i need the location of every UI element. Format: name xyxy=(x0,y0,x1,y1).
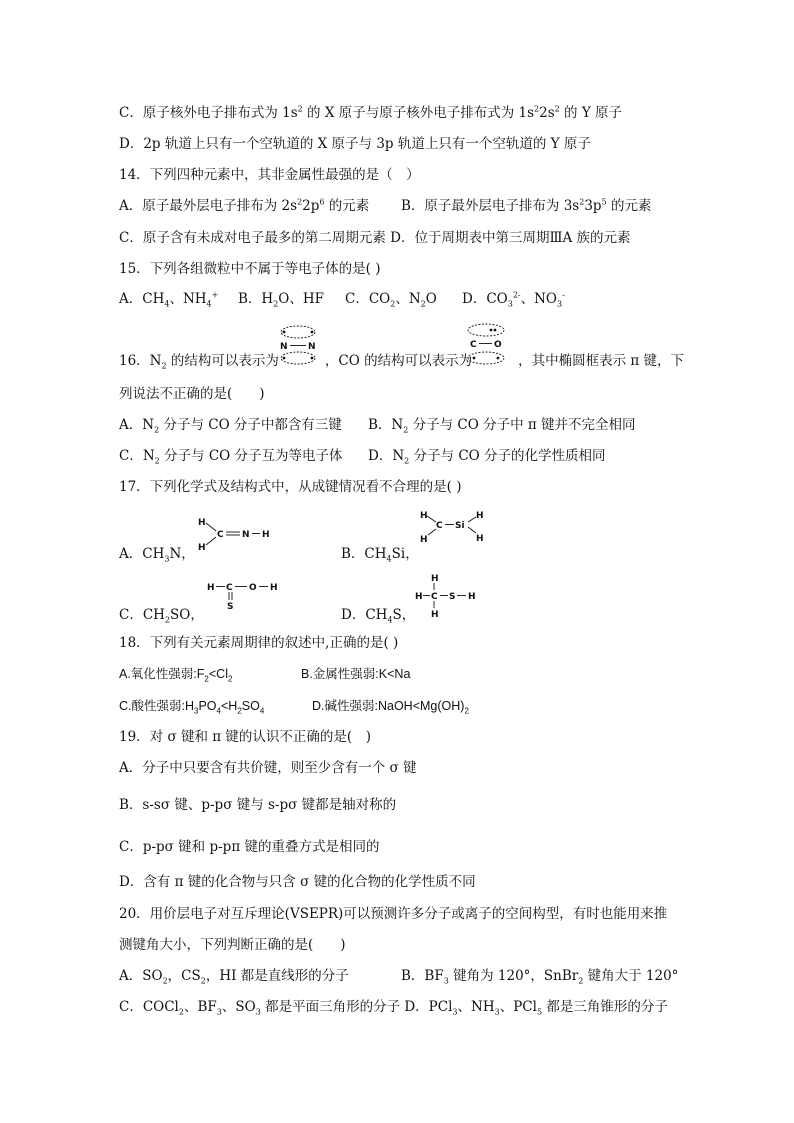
q17-option-b: B．$CH_4Si$， xyxy=(341,546,419,564)
q17-structure-b xyxy=(418,508,492,544)
svg-text:C: C xyxy=(217,530,224,540)
svg-text:H: H xyxy=(420,511,428,521)
q20-stem-line1: 20．用价层电子对互斥理论(VSEPR)可以预测许多分子或离子的空间构型，有时也能用来推 xyxy=(119,906,668,922)
n2-structure-diagram xyxy=(276,324,320,366)
q20-stem-line2: 测键角大小，下列判断正确的是( ) xyxy=(119,937,346,953)
svg-text:C: C xyxy=(436,521,443,531)
q13-option-d: D．2p 轨道上只有一个空轨道的 X 原子与 3p 轨道上只有一个空轨道的 Y 原子 xyxy=(119,136,591,152)
svg-text:S: S xyxy=(449,592,456,602)
q18-stem: 18．下列有关元素周期律的叙述中,正确的是( ) xyxy=(119,635,399,651)
q15-option-d: D．$CO_3^{2-}$、$NO_3^-$ xyxy=(462,290,565,309)
q14-option-c-d: C．原子含有未成对电子最多的第二周期元素 D．位于周期表中第三周期ⅢA 族的元素 xyxy=(119,230,631,246)
q19-option-d: D．含有 π 键的化合物与只含 σ 键的化合物的化学性质不同 xyxy=(119,874,476,890)
q19-option-a: A．分子中只要含有共价键，则至少含有一个 σ 键 xyxy=(119,760,417,776)
svg-text:Si: Si xyxy=(455,521,465,531)
svg-text:H: H xyxy=(198,518,206,528)
q18-option-b: B.金属性强弱:K<Na xyxy=(301,667,411,681)
svg-text:H: H xyxy=(476,534,484,544)
svg-text:N: N xyxy=(242,530,250,540)
q13-option-c: C．原子核外电子排布式为 $1s^2$ 的 X 原子与原子核外电子排布式为 $1s^22s^2$ 的 Y 原子 xyxy=(119,104,623,121)
svg-text:H: H xyxy=(262,530,270,540)
co-structure-diagram xyxy=(464,322,508,366)
n2-atom-left: N xyxy=(280,342,288,352)
n2-atom-right: N xyxy=(308,342,316,352)
svg-text:H: H xyxy=(468,592,476,602)
svg-text:H: H xyxy=(420,535,428,545)
q17-option-a: A．$CH_3N$， xyxy=(119,546,195,564)
q17-option-c: C．$CH_2SO$， xyxy=(119,607,204,625)
q19-stem: 19．对 σ 键和 π 键的认识不正确的是( ) xyxy=(119,729,371,745)
q18-option-a: A.氧化性强弱$:F_2<Cl_2$ xyxy=(119,667,233,684)
q16-option-c: C．$N_2$ 分子与 CO 分子互为等电子体 xyxy=(119,448,343,466)
svg-text:H: H xyxy=(431,574,439,584)
q19-option-c: C．p-pσ 键和 p-pπ 键的重叠方式是相同的 xyxy=(119,839,380,855)
q16-option-d: D．$N_2$ 分子与 CO 分子的化学性质相同 xyxy=(368,448,606,466)
q18-option-c: C.酸性强弱$:H_3PO_4<H_2SO_4$ xyxy=(119,699,265,716)
q20-option-a: A．$SO_2$，$CS_2$，HI 都是直线形的分子 xyxy=(119,968,349,986)
co-atom-left: C xyxy=(470,340,477,350)
q20-option-c-d: C．COCl$_2$、$BF_3$、$SO_3$ 都是平面三角形的分子 D．PCl$_3$、$NH_3$、PCl$_5$ 都是三角锥形的分子 xyxy=(119,999,668,1017)
q15-stem: 15．下列各组微粒中不属于等电子体的是( ) xyxy=(119,261,381,277)
q17-stem: 17．下列化学式及结构式中，从成键情况看不合理的是( ) xyxy=(119,479,462,495)
svg-text:H: H xyxy=(415,592,423,602)
q14-option-b: B．原子最外层电子排布为 $3s^23p^5$ 的元素 xyxy=(401,197,652,214)
q15-option-a: A．$CH_4$、$NH_4^+$ xyxy=(119,290,219,309)
q14-option-a: A．原子最外层电子排布为 $2s^22p^6$ 的元素 xyxy=(119,197,370,214)
svg-text:H: H xyxy=(270,583,278,593)
q14-stem: 14．下列四种元素中，其非金属性最强的是（ ） xyxy=(119,167,420,183)
q17-structure-d xyxy=(414,572,482,620)
svg-text:H: H xyxy=(476,511,484,521)
svg-text:O: O xyxy=(249,583,257,593)
q16-option-a: A．$N_2$ 分子与 CO 分子中都含有三键 xyxy=(119,417,342,435)
q17-structure-a xyxy=(196,516,276,552)
svg-text:H: H xyxy=(198,543,206,553)
svg-text:H: H xyxy=(207,583,215,593)
q15-option-b: B．$H_2O$、HF xyxy=(238,291,325,309)
svg-text:C: C xyxy=(431,592,438,602)
co-atom-right: O xyxy=(494,340,502,350)
q15-option-c: C．$CO_2$、$N_2O$ xyxy=(345,291,437,309)
svg-text:S: S xyxy=(227,602,234,612)
q16-option-b: B．$N_2$ 分子与 CO 分子中 π 键并不完全相同 xyxy=(368,417,636,435)
q20-option-b: B．$BF_3$ 键角为 120°，SnBr$_2$ 键角大于 120° xyxy=(401,968,679,986)
q16-stem-line2: 列说法不正确的是( ) xyxy=(119,386,265,402)
q17-structure-c xyxy=(205,579,283,613)
q17-option-d: D．$CH_4S$， xyxy=(341,607,416,625)
svg-text:C: C xyxy=(226,583,233,593)
q16-stem: 16．$N_2$ 的结构可以表示为 ，CO 的结构可以表示为 ，其中椭圆框表示 π 键，下 xyxy=(119,353,685,371)
q18-option-d: D.碱性强弱$:NaOH<Mg(OH)_2$ xyxy=(312,699,469,716)
svg-text:H: H xyxy=(431,610,439,620)
q19-option-b: B．s-sσ 键、p-pσ 键与 s-pσ 键都是轴对称的 xyxy=(119,797,397,813)
